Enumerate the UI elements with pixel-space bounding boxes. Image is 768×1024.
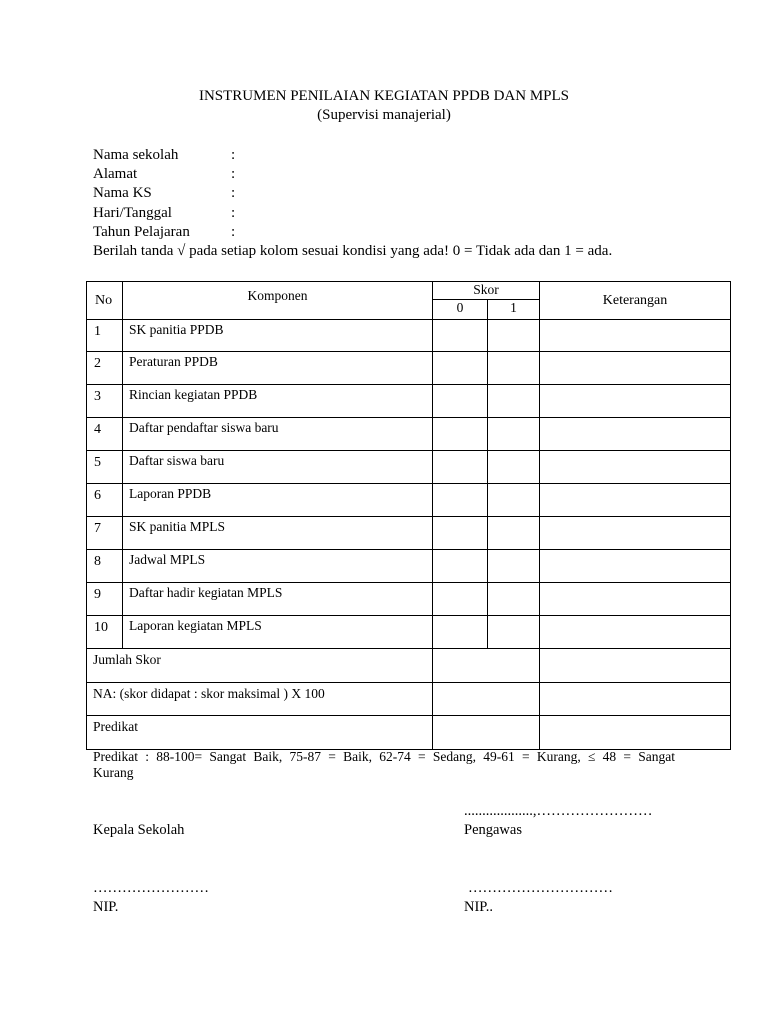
- predikat-value-cell[interactable]: [433, 716, 540, 750]
- score-0-cell[interactable]: [433, 517, 488, 550]
- row-komponen: Peraturan PPDB: [123, 352, 433, 385]
- kepala-sekolah-title: Kepala Sekolah: [93, 822, 185, 838]
- info-label: Nama sekolah: [93, 147, 179, 163]
- score-1-cell[interactable]: [488, 320, 540, 352]
- info-colon: :: [231, 204, 236, 221]
- score-0-cell[interactable]: [433, 418, 488, 451]
- predikat-label: Predikat: [87, 716, 433, 750]
- header-no: No: [87, 282, 123, 320]
- info-label: Alamat: [93, 166, 138, 183]
- info-label: Hari/Tanggal: [93, 204, 172, 221]
- row-komponen: Daftar hadir kegiatan MPLS: [123, 583, 433, 616]
- score-1-cell[interactable]: [488, 616, 540, 649]
- na-value-cell[interactable]: [433, 683, 540, 716]
- table-row: [87, 320, 731, 352]
- score-0-cell[interactable]: [433, 550, 488, 583]
- row-komponen: Laporan PPDB: [123, 484, 433, 517]
- table-row: [87, 550, 731, 583]
- score-0-cell[interactable]: [433, 451, 488, 484]
- info-colon: :: [231, 185, 236, 202]
- row-number: 9: [87, 583, 123, 616]
- assessment-table: [86, 281, 731, 750]
- score-0-cell[interactable]: [433, 583, 488, 616]
- score-1-cell[interactable]: [488, 418, 540, 451]
- jumlah-skor-label: Jumlah Skor: [87, 649, 433, 683]
- table-row: [87, 583, 731, 616]
- row-komponen: Laporan kegiatan MPLS: [123, 616, 433, 649]
- table-row: [87, 616, 731, 649]
- row-komponen: SK panitia MPLS: [123, 517, 433, 550]
- row-number: 1: [87, 320, 123, 352]
- row-number: 7: [87, 517, 123, 550]
- row-number: 3: [87, 385, 123, 418]
- header-skor-0: 0: [433, 300, 488, 320]
- pengawas-title: Pengawas: [464, 822, 522, 838]
- row-komponen: Daftar pendaftar siswa baru: [123, 418, 433, 451]
- row-komponen: Daftar siswa baru: [123, 451, 433, 484]
- score-1-cell[interactable]: [488, 451, 540, 484]
- info-row-tahun-pelajaran: [93, 223, 612, 242]
- header-keterangan: Keterangan: [540, 282, 731, 320]
- row-komponen: Jadwal MPLS: [123, 550, 433, 583]
- keterangan-cell[interactable]: [540, 320, 731, 352]
- document-subtitle: (Supervisi manajerial): [317, 107, 451, 123]
- table-row: [87, 418, 731, 451]
- school-info-block: [93, 146, 612, 261]
- kepala-sekolah-signature-line: ……………………: [93, 880, 209, 896]
- predikat-note-continued: Kurang: [93, 765, 134, 780]
- row-komponen: SK panitia PPDB: [123, 320, 433, 352]
- header-skor: Skor: [433, 282, 540, 300]
- keterangan-cell[interactable]: [540, 451, 731, 484]
- predikat-keterangan-cell[interactable]: [540, 716, 731, 750]
- score-1-cell[interactable]: [488, 352, 540, 385]
- info-row-alamat: [93, 165, 612, 184]
- table-row: [87, 451, 731, 484]
- score-0-cell[interactable]: [433, 352, 488, 385]
- header-skor-1: 1: [488, 300, 540, 320]
- score-0-cell[interactable]: [433, 320, 488, 352]
- score-1-cell[interactable]: [488, 583, 540, 616]
- score-0-cell[interactable]: [433, 616, 488, 649]
- na-label: NA: (skor didapat : skor maksimal ) X 100: [87, 683, 433, 716]
- jumlah-skor-value-cell[interactable]: [433, 649, 540, 683]
- info-label: Nama KS: [93, 185, 152, 202]
- info-row-hari-tanggal: [93, 204, 612, 223]
- predikat-row: [87, 716, 731, 750]
- score-0-cell[interactable]: [433, 385, 488, 418]
- keterangan-cell[interactable]: [540, 583, 731, 616]
- row-number: 2: [87, 352, 123, 385]
- row-number: 8: [87, 550, 123, 583]
- jumlah-skor-row: [87, 649, 731, 683]
- row-number: 5: [87, 451, 123, 484]
- info-colon: :: [231, 147, 236, 163]
- predikat-note: Predikat : 88-100= Sangat Baik, 75-87 = Baik, 62-74 = Sedang, 49-61 = Kurang, ≤ 48 = Sangat: [93, 749, 675, 764]
- pengawas-signature-line: …………………………: [468, 880, 613, 896]
- keterangan-cell[interactable]: [540, 517, 731, 550]
- score-1-cell[interactable]: [488, 385, 540, 418]
- score-1-cell[interactable]: [488, 484, 540, 517]
- kepala-sekolah-nip: NIP.: [93, 899, 119, 915]
- row-number: 4: [87, 418, 123, 451]
- place-date-line: ...................,……………………: [464, 803, 653, 819]
- info-row-nama-sekolah: [93, 146, 612, 165]
- na-keterangan-cell[interactable]: [540, 683, 731, 716]
- header-komponen: Komponen: [123, 282, 433, 320]
- keterangan-cell[interactable]: [540, 385, 731, 418]
- table-row: [87, 517, 731, 550]
- info-colon: :: [231, 223, 236, 240]
- keterangan-cell[interactable]: [540, 550, 731, 583]
- keterangan-cell[interactable]: [540, 352, 731, 385]
- instruction-text: Berilah tanda √ pada setiap kolom sesuai kondisi yang ada! 0 = Tidak ada dan 1 = ada.: [93, 242, 613, 259]
- table-row: [87, 385, 731, 418]
- score-0-cell[interactable]: [433, 484, 488, 517]
- info-label: Tahun Pelajaran: [93, 223, 190, 240]
- row-number: 6: [87, 484, 123, 517]
- row-number: 10: [87, 616, 123, 649]
- row-komponen: Rincian kegiatan PPDB: [123, 385, 433, 418]
- document-title: INSTRUMEN PENILAIAN KEGIATAN PPDB DAN MPLS: [198, 88, 570, 104]
- score-1-cell[interactable]: [488, 550, 540, 583]
- info-row-nama-ks: [93, 184, 612, 203]
- jumlah-skor-keterangan-cell[interactable]: [540, 649, 731, 683]
- na-row: [87, 683, 731, 716]
- info-colon: :: [231, 166, 236, 183]
- keterangan-cell[interactable]: [540, 484, 731, 517]
- table-row: [87, 352, 731, 385]
- keterangan-cell[interactable]: [540, 616, 731, 649]
- pengawas-nip: NIP..: [464, 899, 494, 915]
- keterangan-cell[interactable]: [540, 418, 731, 451]
- score-1-cell[interactable]: [488, 517, 540, 550]
- table-row: [87, 484, 731, 517]
